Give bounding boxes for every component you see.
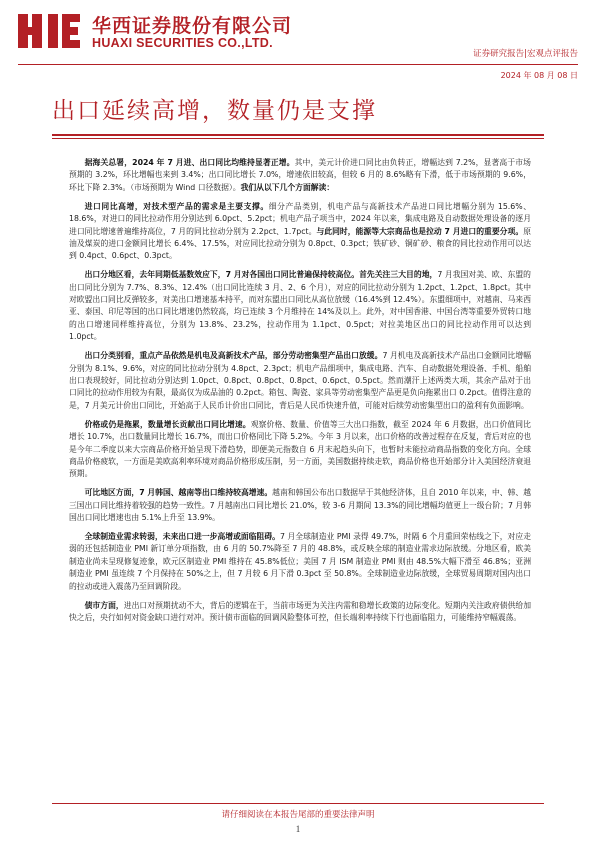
report-type-label: 证券研究报告|宏观点评报告 bbox=[473, 49, 578, 59]
paragraph-lead: 出口分地区看，去年同期低基数效应下，7 月对各国出口同比普遍保持较高位。首先关注三大目的地， bbox=[84, 270, 438, 280]
huaxi-logo-icon bbox=[14, 10, 84, 52]
company-name-cn: 华西证券股份有限公司 bbox=[92, 15, 293, 37]
title-divider-thin bbox=[52, 138, 544, 139]
paragraph-lead-2: 与此同时，能源等大宗商品也是拉动 7 月进口的重要分项。 bbox=[316, 226, 524, 236]
paragraph-bond-market bbox=[69, 600, 531, 625]
paragraph-price-volume bbox=[69, 419, 531, 481]
page-title: 出口延续高增，数量仍是支撑 bbox=[52, 98, 377, 124]
paragraph-text: 7 月机电及高新技术产品出口金额同比增幅分别为 8.1%、9.6%，对应的同比拉动分别为 4.8pct、2.3pct；机电产品细项中，集成电路、汽车、自动数据处理设备、手机、船舶出口表现较好，同比拉动分别达到 1.0pct、0.8pct、0.8pct、0.8pct、0.6pct、0.5pct。然而潮汗上述两类大项，其余产品对于出口同比的拉动作用较为有限，最高仅为成品油的 0.2pct。箱包、陶瓷、家具等劳动密集型产品更是负向拖累出口 0.2pct。值得注意的是，7 月美元计价出口同比，开始高于人民币计价出口同比，背后是人民币快速升值，可能对后续劳动密集型出口的盈利有负面影响。 bbox=[69, 351, 532, 410]
paragraph-lead-2: 我们从以下几个方面解读： bbox=[240, 182, 335, 192]
paragraph-comparable-regions bbox=[69, 487, 531, 524]
title-divider bbox=[52, 134, 544, 136]
legal-disclaimer-link[interactable]: 请仔细阅读在本报告尾部的重要法律声明 bbox=[221, 810, 375, 820]
paragraph-text: 越南和韩国公布出口数据早于其他经济体，且自 2010 年以来，中、韩、越三国出口同比维持着较强的趋势一致性。7 月越南出口同比增长 21.0%，较 3-6 月期间 13.3%的同比增幅均值更上一级台阶；7 月韩国出口同比增速也由 5.1%上升至 13.9%。 bbox=[69, 488, 532, 523]
paragraph-lead: 价格或仍是拖累，数量增长贡献出口同比增速。 bbox=[84, 419, 251, 429]
paragraph-lead: 全球制造业需求转弱，未来出口进一步高增或面临阻碍。 bbox=[84, 531, 280, 541]
paragraph-text: 细分产品类别，机电产品与高新技术产品进口同比增幅分别为 15.6%、18.6%，对进口的同比拉动作用分别达到 6.0pct、5.2pct；机电产品子项当中，2024 年以来，集成电路及自动数据处理设备的逐月进口同比增速普遍维持高位，7 月的同比拉动分别为 2.2pct、1.7pct。 bbox=[69, 201, 532, 236]
paragraph-exports-by-region bbox=[69, 269, 531, 343]
company-name-en: HUAXI SECURITIES CO.,LTD. bbox=[92, 36, 273, 50]
paragraph-overview bbox=[69, 157, 531, 194]
paragraph-lead: 据海关总署，2024 年 7 月进、出口同比均维持显著正增。 bbox=[84, 158, 295, 167]
paragraph-lead: 出口分类别看，重点产品依然是机电及高新技术产品，部分劳动密集型产品出口放缓。 bbox=[84, 351, 383, 361]
paragraph-text: 7 月我国对美、欧、东盟的出口同比分别为 7.7%、8.3%、12.4%（出口同比连续 3 月、2、6 个月），对应的同比拉动分别为 1.2pct、1.2pct、1.8pct。其中对欧盟出口同比反弹较多，对美出口增速基本持平，而对东盟出口同比从高位放缓（16.4%到 12.4%）。东盟细项中，对越南、马来西亚、泰国、印尼等国的出口同比增速仍然较高，均已连续 3 个月维持在 14%及以上。此外，对中国香港、中国台湾等重要外贸转口地的出口增速同样维持高位，分别为 13.8%、23.2%，拉动作用为 1.1pct、0.5pct；对拉美地区出口的同比拉动作用可以达到 1.0pct。 bbox=[69, 270, 531, 342]
footer-divider bbox=[52, 803, 544, 804]
paragraph-text: 进出口对预期扰动不大，背后的逻辑在于，当前市场更为关注内需和稳增长政策的边际变化。短期内关注政府债供给加快之后，央行如何对资金缺口进行对冲。预计债市面临的回调风险整体可控，但长端利率持续下行也面临阻力，可能维持窄幅震荡。 bbox=[69, 600, 532, 622]
paragraph-exports-by-category bbox=[69, 350, 531, 412]
paragraph-text: 其中，美元计价进口同比由负转正，增幅达到 7.2%，显著高于市场预期的 3.2%，环比增幅也来到 3.4%；出口同比增长 7.0%，增速依旧较高，但较 6 月的 8.6%略有下滑，低于市场预期的 9.6%，环比下降 2.3%。（市场预期为 Wind 口径数据）。 bbox=[69, 158, 531, 192]
report-body bbox=[69, 157, 531, 631]
paragraph-lead: 债市方面， bbox=[84, 600, 124, 610]
paragraph-text: 7 月全球制造业 PMI 录得 49.7%，时隔 6 个月重回荣枯线之下，对应走弱的还包括制造业 PMI 新订单分项指数，由 6 月的 50.7%降至 7 月的 48.8%，或反映全球的制造业需求边际放缓。分地区看，欧美制造业尚未呈现修复迹象，欧元区制造业 PMI 维持在 45.8%低位；美国 7 月 ISM 制造业 PMI 则由 48.5%大幅下滑至 46.8%；亚洲制造业 PMI 虽连续 7 个月保持在 50%之上，但 7 月较 6 月下滑 0.3pct 至 50.8%。全球制造业边际放缓，全球贸易周期对国内出口的拉动或进入震荡乃至回调阶段。 bbox=[69, 531, 531, 591]
paragraph-text: 观察价格、数量、价值等三大出口指数，截至 2024 年 6 月数据，出口价值同比增长 10.7%，出口数量同比增长 16.7%，而出口价格同比下降 5.2%。今年 3 月以来，出口价格的改善过程存在反复，背后对应的也是今年二季度以来大宗商品价格开始呈现下滑趋势，即便美元指数自 6 月末起趋头向下，也暂时未能拉动商品指数的变化方向。全球商品价格疲软，一方面是美欧高利率环境对商品价格形成压制，另一方面，美国数据持续走软，商品价格也开始部分计入美国经济衰退预期。 bbox=[69, 419, 531, 479]
paragraph-global-manufacturing bbox=[69, 531, 531, 593]
paragraph-text-2: 原油及煤炭的进口金额同比增长 6.4%、17.5%，对应同比拉动分别为 0.8pct、0.3pct；铁矿砂、铜矿砂、粮食的同比拉动作用可以达到 0.4pct、0.6pct、0.3pct。 bbox=[69, 226, 531, 261]
page-number: 1 bbox=[295, 824, 301, 834]
header-divider bbox=[18, 64, 578, 65]
report-date: 2024 年 08 月 08 日 bbox=[500, 71, 578, 80]
paragraph-lead: 可比地区方面，7 月韩国、越南等出口维持较高增速。 bbox=[84, 488, 273, 498]
paragraph-lead: 进口同比高增，对技术型产品的需求是主要支撑。 bbox=[84, 201, 269, 211]
paragraph-imports bbox=[69, 201, 531, 263]
